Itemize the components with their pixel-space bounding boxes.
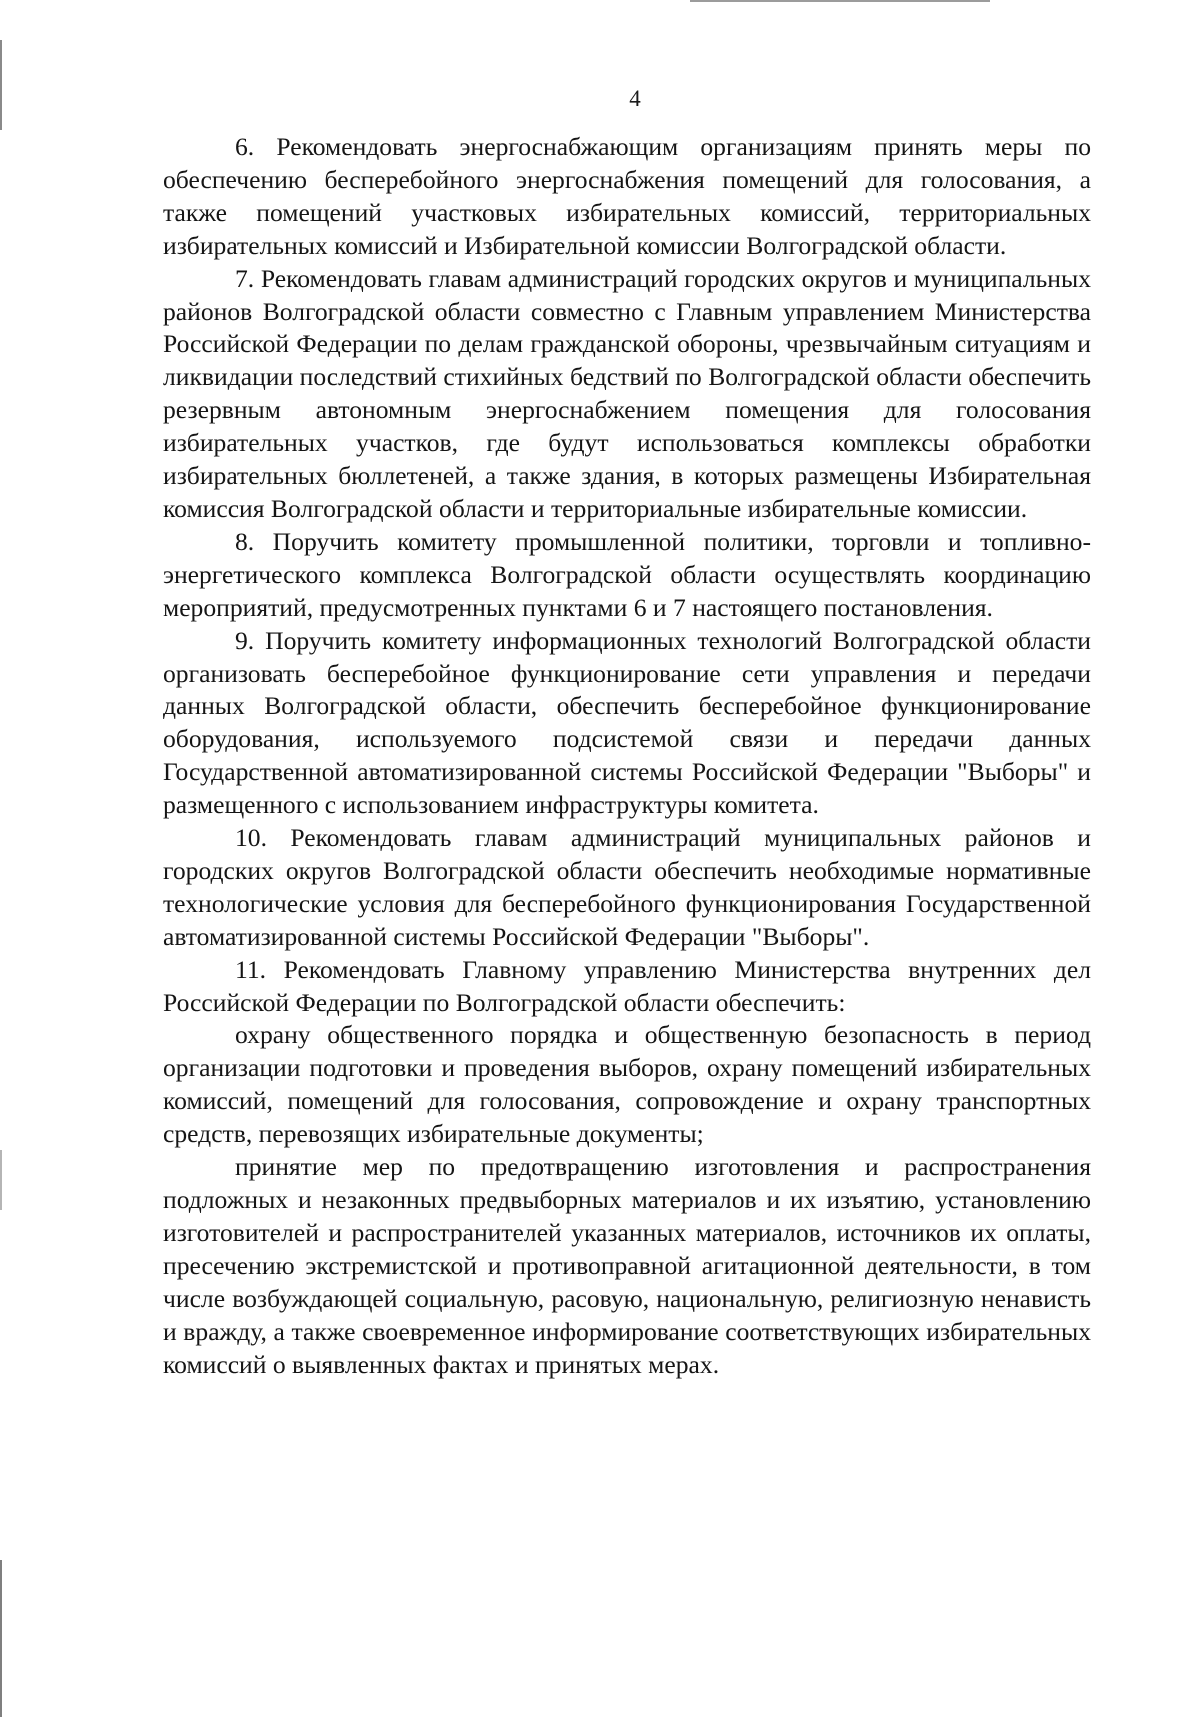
paragraph-8: 8. Поручить комитету промышленной политики, торговли и топливно-энергетического комплекса Волгоградской области осуществлять координацию мероприятий, предусмотренных пунктами 6 и 7 настоящего постановления. [163, 526, 1091, 622]
scan-edge-mark [0, 1560, 2, 1717]
paragraph-9: 9. Поручить комитету информационных технологий Волгоградской области организовать бесперебойное функционирование сети управления и передачи данных Волгоградской области, обеспечить бесперебойное функционирование оборудования, используемого подсистемой связи и передачи данных Государственной автоматизированной системы Российской Федерации "Выборы" и размещенного с использованием инфраструктуры комитета. [163, 625, 1091, 820]
page-number: 4 [629, 86, 641, 111]
paragraph-6: 6. Рекомендовать энергоснабжающим организациям принять меры по обеспечению бесперебойного энергоснабжения помещений для голосования, а также помещений участковых избирательных комиссий, территориальных избирательных комиссий и Избирательной комиссии Волгоградской области. [163, 132, 1091, 260]
paragraph-11-item-2: принятие мер по предотвращению изготовления и распространения подложных и незаконных предвыборных материалов и их изъятию, установлению изготовителей и распространителей указанных материалов, источников их оплаты, пресечению экстремистской и противоправной агитационной деятельности, в том числе возбуждающей социальную, расовую, национальную, религиозную ненависть и вражду, а также своевременное информирование соответствующих избирательных комиссий о выявленных фактах и принятых мерах. [163, 1152, 1091, 1379]
paragraph-10: 10. Рекомендовать главам администраций муниципальных районов и городских округов Волгоградской области обеспечить необходимые нормативные технологические условия для бесперебойного функционирования Государственной автоматизированной системы Российской Федерации "Выборы". [163, 823, 1091, 951]
paragraph-11-item-1: охрану общественного порядка и общественную безопасность в период организации подготовки и проведения выборов, охрану помещений избирательных комиссий, помещений для голосования, сопровождение и охрану транспортных средств, перевозящих избирательные документы; [163, 1020, 1091, 1149]
scan-edge-mark [0, 40, 2, 130]
scan-edge-mark [0, 1150, 2, 1210]
scan-edge-mark [690, 0, 990, 2]
document-body [163, 131, 1091, 1381]
paragraph-11: 11. Рекомендовать Главному управлению Министерства внутренних дел Российской Федерации по Волгоградской области обеспечить: [163, 954, 1091, 1017]
paragraph-7: 7. Рекомендовать главам администраций городских округов и муниципальных районов Волгоградской области совместно с Главным управлением Министерства Российской Федерации по делам гражданской обороны, чрезвычайным ситуациям и ликвидации последствий стихийных бедствий по Волгоградской области обеспечить резервным автономным энергоснабжением помещения для голосования избирательных участков, где будут использоваться комплексы обработки избирательных бюллетеней, а также здания, в которых размещены Избирательная комиссия Волгоградской области и территориальные избирательные комиссии. [163, 263, 1091, 523]
